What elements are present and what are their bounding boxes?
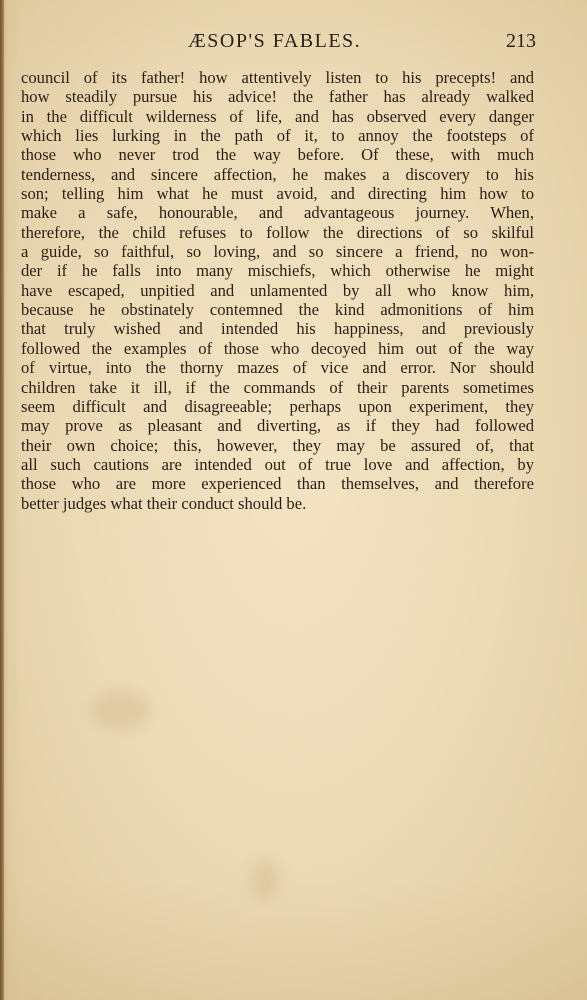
text-line: tenderness, and sincere affection, he makes a discovery to his xyxy=(21,164,534,184)
text-line: followed the examples of those who decoyed him out of the way xyxy=(21,338,534,358)
page-header xyxy=(0,30,587,54)
paper-stain xyxy=(90,690,150,730)
text-line: how steadily pursue his advice! the father has already walked xyxy=(21,87,534,107)
page-binding-edge xyxy=(0,0,4,1000)
text-line: may prove as pleasant and diverting, as if they had followed xyxy=(21,416,534,436)
text-line: children take it ill, if the commands of their parents sometimes xyxy=(21,377,534,397)
text-line: make a safe, honourable, and advantageous journey. When, xyxy=(21,203,534,223)
text-line: that truly wished and intended his happiness, and previously xyxy=(21,319,534,339)
text-line: in the difficult wilderness of life, and has observed every danger xyxy=(21,106,534,126)
text-line: council of its father! how attentively listen to his precepts! and xyxy=(21,68,534,87)
text-line: which lies lurking in the path of it, to annoy the footsteps of xyxy=(21,126,534,146)
text-line: have escaped, unpitied and unlamented by all who know him, xyxy=(21,280,534,300)
text-line: their own choice; this, however, they may be assured of, that xyxy=(21,435,534,455)
running-title: ÆSOP'S FABLES. xyxy=(188,30,362,52)
text-line: those who are more experienced than themselves, and therefore xyxy=(21,474,534,494)
text-line: of virtue, into the thorny mazes of vice and error. Nor should xyxy=(21,358,534,378)
text-line: better judges what their conduct should be. xyxy=(21,493,307,513)
text-line: those who never trod the way before. Of these, with much xyxy=(21,145,534,165)
paper-stain xyxy=(250,860,280,900)
text-line: seem difficult and disagreeable; perhaps upon experiment, they xyxy=(21,396,534,416)
text-line: therefore, the child refuses to follow the directions of so skilful xyxy=(21,222,534,242)
text-line: der if he falls into many mischiefs, which otherwise he might xyxy=(21,261,534,281)
text-line: all such cautions are intended out of true love and affection, by xyxy=(21,454,534,474)
body-text xyxy=(21,68,534,513)
text-line: because he obstinately contemned the kind admonitions of him xyxy=(21,300,534,320)
page-number: 213 xyxy=(506,30,536,52)
text-line: a guide, so faithful, so loving, and so sincere a friend, no won- xyxy=(21,242,534,262)
text-line: son; telling him what he must avoid, and directing him how to xyxy=(21,184,534,204)
